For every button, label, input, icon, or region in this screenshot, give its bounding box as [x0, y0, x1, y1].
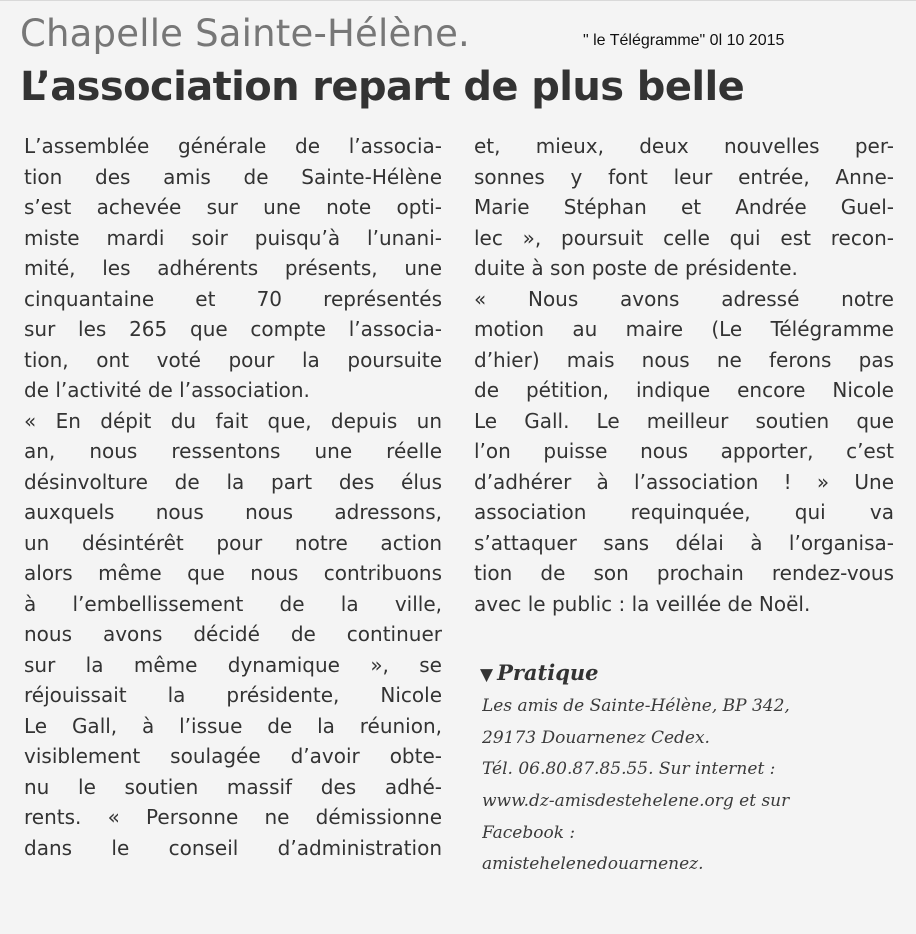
- pratique-line: Facebook :: [482, 822, 576, 843]
- article-kicker: Chapelle Sainte-Hélène.: [20, 12, 471, 55]
- text-line: « Nous avons adressé notre: [474, 286, 894, 311]
- text-line: miste mardi soir puisqu’à l’unani-: [24, 225, 442, 250]
- text-line: lec », poursuit celle qui est recon-: [474, 225, 894, 250]
- pratique-title: Pratique: [497, 660, 599, 685]
- source-note: " le Télégramme" 0l 10 2015: [583, 32, 785, 49]
- text-line: s’attaquer sans délai à l’organisa-: [474, 530, 894, 555]
- text-line: association requinquée, qui va: [474, 500, 894, 524]
- text-line: sur les 265 que compte l’associa-: [24, 317, 442, 341]
- triangle-down-icon: ▼: [480, 665, 494, 685]
- text-line: tion des amis de Sainte-Hélène: [24, 164, 442, 189]
- text-line: tion de son prochain rendez-vous: [474, 561, 894, 585]
- pratique-heading: [480, 658, 599, 690]
- text-line: sonnes y font leur entrée, Anne-: [474, 164, 894, 189]
- text-line: réjouissait la présidente, Nicole: [24, 683, 442, 707]
- article-headline: L’association repart de plus belle: [20, 64, 745, 110]
- text-line: tion, ont voté pour la poursuite: [24, 347, 442, 372]
- pratique-line: Tél. 06.80.87.85.55. Sur internet :: [482, 759, 776, 780]
- text-line: an, nous ressentons une réelle: [24, 439, 442, 463]
- text-line: et, mieux, deux nouvelles per-: [474, 134, 894, 158]
- text-line: Marie Stéphan et Andrée Guel-: [474, 195, 894, 219]
- text-line: un désintérêt pour notre action: [24, 530, 442, 555]
- text-line: Le Gall, à l’issue de la réunion,: [24, 713, 442, 738]
- pratique-box: [482, 691, 892, 881]
- text-line: désinvolture de la part des élus: [24, 469, 442, 494]
- text-line: avec le public : la veillée de Noël.: [474, 591, 811, 616]
- text-line: de pétition, indique encore Nicole: [474, 378, 894, 402]
- pratique-line: amistehelenedouarnenez.: [482, 854, 704, 875]
- text-line: Le Gall. Le meilleur soutien que: [474, 408, 894, 433]
- text-line: auxquels nous nous adressons,: [24, 500, 442, 524]
- pratique-line: Les amis de Sainte-Hélène, BP 342,: [482, 696, 790, 716]
- text-line: L’assemblée générale de l’associa-: [24, 134, 442, 158]
- text-line: rents. « Personne ne démissionne: [24, 805, 442, 829]
- text-line: d’adhérer à l’association ! » Une: [474, 469, 894, 494]
- text-line: de l’activité de l’association.: [24, 378, 310, 402]
- text-line: nous avons décidé de continuer: [24, 622, 442, 646]
- text-line: « En dépit du fait que, depuis un: [24, 408, 442, 433]
- text-line: s’est achevée sur une note opti-: [24, 195, 442, 219]
- text-line: d’hier) mais nous ne ferons pas: [474, 347, 894, 372]
- text-line: motion au maire (Le Télégramme: [474, 317, 894, 341]
- text-line: cinquantaine et 70 représentés: [24, 286, 442, 311]
- article-column-left: [24, 131, 442, 863]
- text-line: visiblement soulagée d’avoir obte-: [24, 744, 442, 768]
- text-line: sur la même dynamique », se: [24, 652, 442, 677]
- pratique-line: 29173 Douarnenez Cedex.: [482, 727, 710, 748]
- text-line: dans le conseil d’administration: [24, 835, 442, 860]
- text-line: duite à son poste de présidente.: [474, 256, 798, 280]
- text-line: l’on puisse nous apporter, c’est: [474, 439, 894, 463]
- text-line: nu le soutien massif des adhé-: [24, 774, 442, 799]
- pratique-line: www.dz-amisdestehelene.org et sur: [482, 791, 790, 812]
- text-line: mité, les adhérents présents, une: [24, 256, 442, 280]
- text-line: alors même que nous contribuons: [24, 561, 442, 585]
- text-line: à l’embellissement de la ville,: [24, 591, 442, 616]
- article-column-right: [474, 131, 894, 619]
